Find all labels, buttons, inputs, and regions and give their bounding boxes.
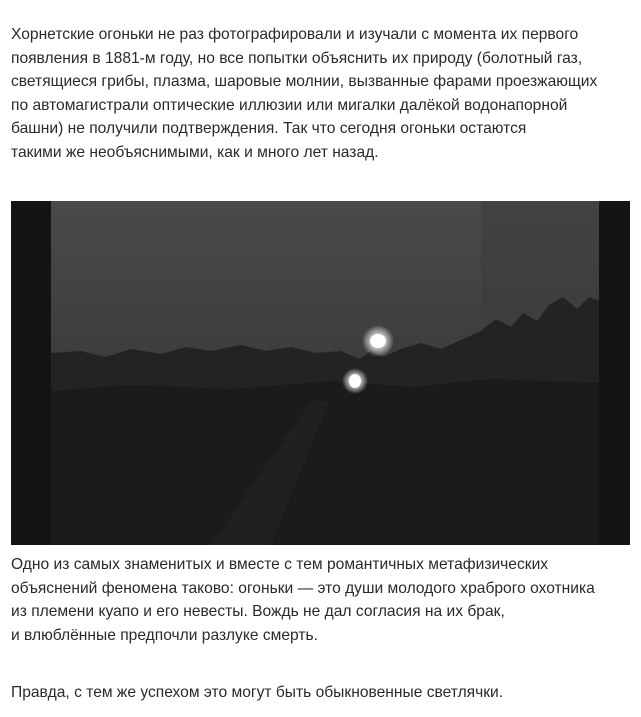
- light-lower: [349, 374, 361, 388]
- text-line: объяснений феномена таково: огоньки — это души молодого храброго охотника: [11, 579, 595, 597]
- paragraph-conclusion: [11, 681, 635, 705]
- text-line: появления в 1881-м году, но все попытки объяснить их природу (болотный газ,: [11, 49, 583, 67]
- paragraph-intro: [11, 23, 635, 165]
- text-line: Одно из самых знаменитых и вместе с тем романтичных метафизических: [11, 556, 549, 573]
- photo-scene: [11, 201, 630, 545]
- night-lights-photo: [11, 201, 630, 545]
- text-line: Правда, с тем же успехом это могут быть обыкновенные светлячки.: [11, 684, 504, 701]
- text-line: Хорнетские огоньки не раз фотографировали и изучали с момента их первого: [11, 26, 579, 43]
- text-line: и влюблённые предпочли разлуке смерть.: [11, 626, 318, 644]
- text-line: такими же необъяснимыми, как и много лет назад.: [11, 143, 379, 161]
- text-line: светящиеся грибы, плазма, шаровые молнии, вызванные фарами проезжающих: [11, 73, 598, 91]
- text-line: из племени куапо и его невесты. Вождь не дал согласия на их брак,: [11, 603, 505, 621]
- light-upper: [370, 334, 386, 348]
- paragraph-legend: [11, 553, 635, 647]
- text-line: по автомагистрали оптические иллюзии или мигалки далёкой водонапорной: [11, 96, 568, 114]
- text-line: башни) не получили подтверждения. Так что сегодня огоньки остаются: [11, 120, 527, 138]
